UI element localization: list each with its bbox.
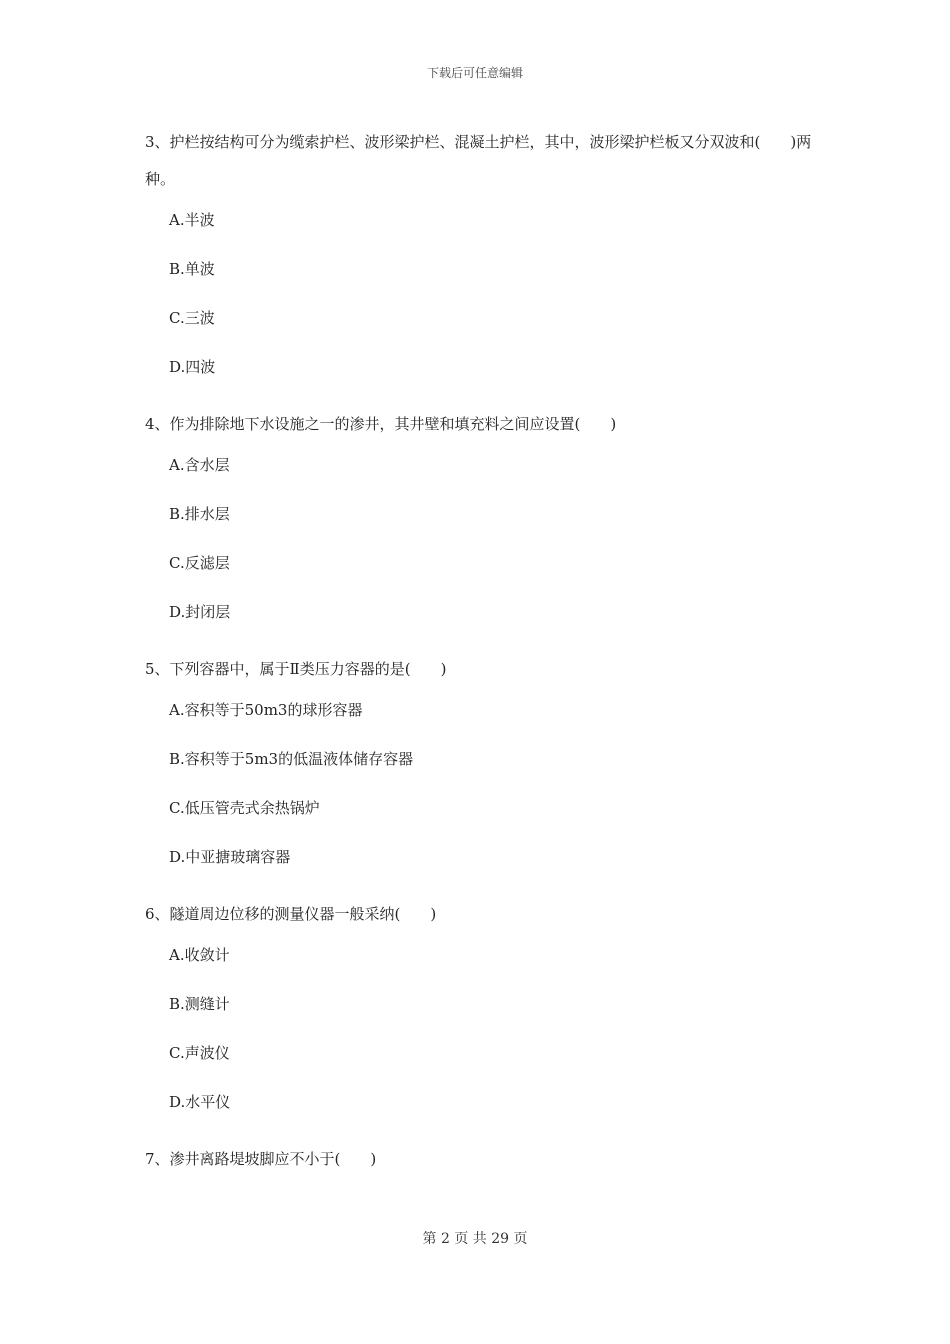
option-c: C.三波 [169, 309, 215, 327]
footer-page-number: 2 [440, 1231, 450, 1247]
option-d: D.封闭层 [169, 603, 231, 621]
option-b: B.单波 [169, 260, 215, 278]
page-footer [0, 1228, 950, 1248]
options-list [145, 700, 825, 867]
question-text: 7、渗井离路堤坡脚应不小于( ) [145, 1150, 377, 1168]
question-3 [145, 124, 825, 377]
option-a: A.容积等于50m3的球形容器 [169, 701, 363, 719]
option-d: D.水平仪 [169, 1093, 231, 1111]
question-7 [145, 1141, 825, 1178]
options-list [145, 455, 825, 622]
option-c: C.低压管壳式余热锅炉 [169, 799, 320, 817]
question-text: 4、作为排除地下水设施之一的渗井，其井壁和填充料之间应设置( ) [145, 415, 617, 433]
options-list [145, 210, 825, 377]
question-text: 3、护栏按结构可分为缆索护栏、波形梁护栏、混凝土护栏，其中，波形梁护栏板又分双波和( )两种。 [145, 133, 812, 188]
option-a: A.半波 [169, 211, 215, 229]
question-5 [145, 651, 825, 867]
footer-total-pages: 29 [491, 1231, 510, 1247]
option-b: B.测缝计 [169, 995, 230, 1013]
option-c: C.声波仪 [169, 1044, 230, 1062]
question-text: 5、下列容器中，属于Ⅱ类压力容器的是( ) [145, 660, 447, 678]
option-b: B.容积等于5m3的低温液体储存容器 [169, 750, 414, 768]
question-text: 6、隧道周边位移的测量仪器一般采纳( ) [145, 905, 437, 923]
option-b: B.排水层 [169, 505, 230, 523]
option-c: C.反滤层 [169, 554, 230, 572]
option-d: D.四波 [169, 358, 216, 376]
option-a: A.收敛计 [169, 946, 230, 964]
footer-middle: 页 共 [454, 1231, 487, 1247]
page-header: 下载后可任意编辑 [426, 66, 523, 80]
footer-suffix: 页 [513, 1231, 528, 1247]
footer-prefix: 第 [422, 1231, 437, 1247]
option-d: D.中亚搪玻璃容器 [169, 848, 291, 866]
option-a: A.含水层 [169, 456, 230, 474]
question-list [145, 124, 825, 1190]
options-list [145, 945, 825, 1112]
question-4 [145, 406, 825, 622]
question-6 [145, 896, 825, 1112]
